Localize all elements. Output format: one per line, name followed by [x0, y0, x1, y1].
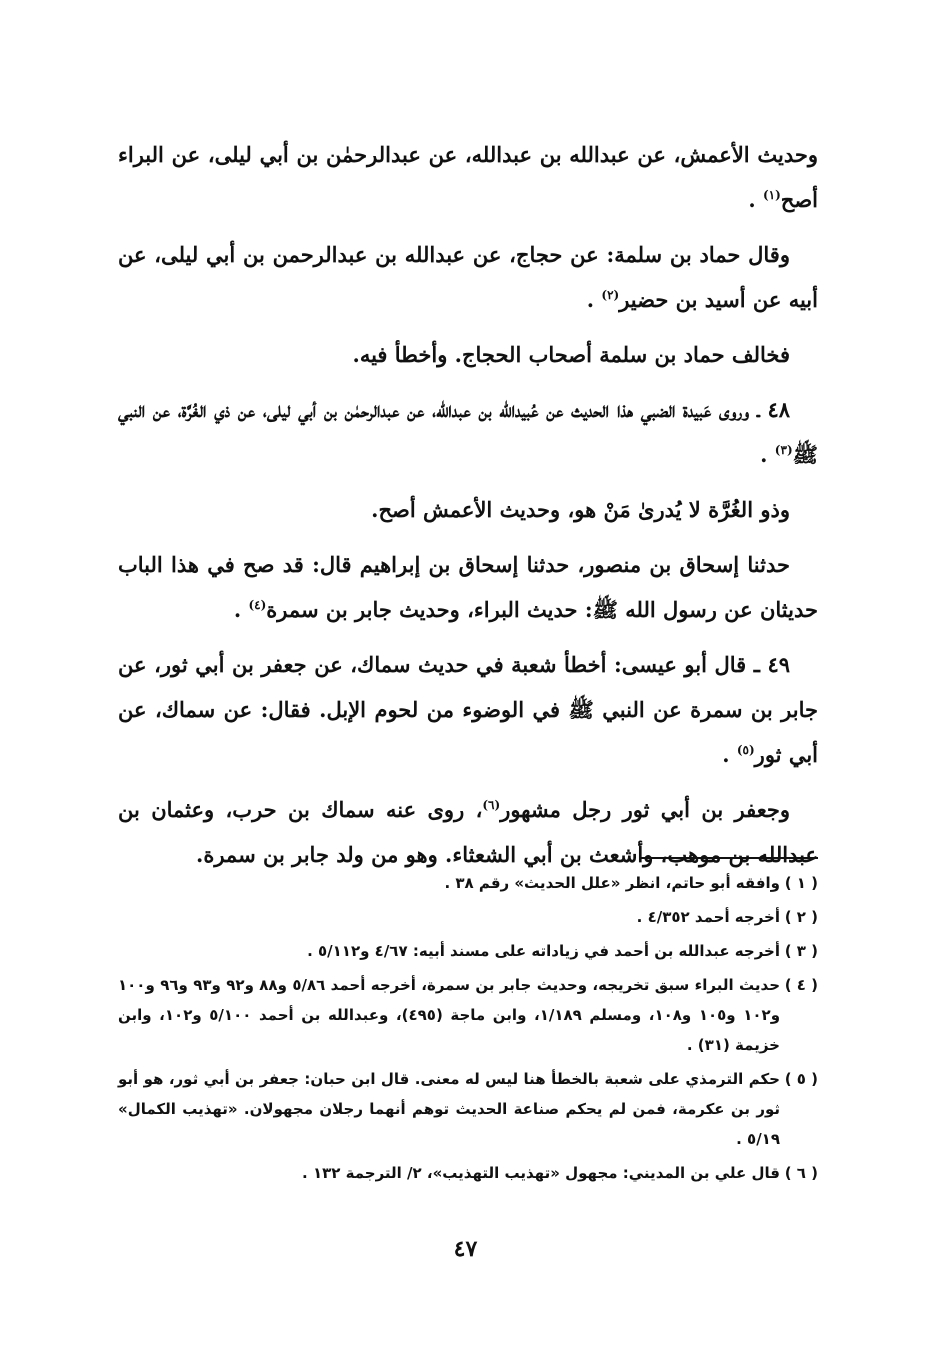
footnote-text: أخرجه عبدالله بن أحمد في زياداته على مسند أبيه: ٤/٦٧ و٥/١١٢ . [307, 942, 780, 960]
footnote-marker: (٥) [736, 743, 755, 757]
footnote [118, 868, 818, 898]
paragraph [118, 132, 818, 222]
footnote [118, 902, 818, 932]
footnote-marker: (٦) [482, 798, 501, 812]
paragraph-text: وحديث الأعمش، عن عبدالله بن عبدالله، عن عبدالرحمٰن بن أبي ليلى، عن البراء أصح [118, 142, 818, 212]
footnote [118, 1158, 818, 1188]
paragraph [118, 642, 818, 777]
footnote-number: ( ٢ ) [784, 908, 818, 926]
footnote-text: حكم الترمذي على شعبة بالخطأ هنا ليس له معنى. قال ابن حبان: جعفر بن أبي ثور، هو أبو ثور بن عكرمة، فمن لم يحكم صناعة الحديث توهم أنهما رجلان مجهولان. «تهذيب الكمال» ٥/١٩ . [118, 1070, 780, 1148]
paragraph-text: ٤٨ ـ وروى عَبيدة الضبي هذا الحديث عن عُبيدالله بن عبدالله، عن عبدالرحمٰن بن أبي ليلى، عن ذي الغُرَّة، عن النبي ﷺ [118, 397, 818, 467]
footnote [118, 936, 818, 966]
footnote-divider [640, 857, 818, 859]
paragraph [118, 332, 818, 377]
paragraph-end: . [760, 442, 775, 467]
paragraph-text: وقال حماد بن سلمة: عن حجاج، عن عبدالله بن عبدالرحمن بن أبي ليلى، عن أبيه عن أسيد بن حضير [118, 242, 818, 312]
paragraph [118, 787, 818, 877]
footnote-number: ( ٤ ) [784, 976, 818, 994]
paragraph-end: . [722, 742, 737, 767]
paragraph [118, 487, 818, 532]
paragraph-text: وجعفر بن أبي ثور رجل مشهور [500, 797, 790, 822]
footnote-marker: (٢) [601, 288, 620, 302]
footnotes [118, 868, 818, 1192]
footnote-text: أخرجه أحمد ٤/٣٥٢ . [636, 908, 780, 926]
paragraph-end: . [586, 287, 602, 312]
paragraph [118, 387, 818, 477]
footnote-number: ( ٦ ) [784, 1164, 818, 1182]
paragraph-text: وذو الغُرَّة لا يُدرىٰ مَنْ هو، وحديث الأعمش أصح. [371, 497, 790, 522]
footnote-number: ( ٥ ) [784, 1070, 818, 1088]
footnote-marker: (٣) [774, 443, 793, 457]
footnote-number: ( ١ ) [784, 874, 818, 892]
paragraph-text: ٤٩ ـ قال أبو عيسى: أخطأ شعبة في حديث سماك، عن جعفر بن أبي ثور، عن جابر بن سمرة عن النبي ﷺ في الوضوء من لحوم الإبل. فقال: عن سماك، عن أبي ثور [118, 652, 818, 767]
footnote [118, 1064, 818, 1154]
paragraph-text: حدثنا إسحاق بن منصور، حدثنا إسحاق بن إبراهيم قال: قد صح في هذا الباب حديثان عن رسول الله ﷺ: حديث البراء، وحديث جابر بن سمرة [118, 552, 818, 622]
page-number: ٤٧ [453, 1236, 478, 1262]
footnote-number: ( ٣ ) [784, 942, 818, 960]
footnote [118, 970, 818, 1060]
paragraph [118, 542, 818, 632]
footnote-marker: (١) [762, 188, 781, 202]
footnote-text: وافقه أبو حاتم، انظر «علل الحديث» رقم ٣٨ . [444, 874, 780, 892]
paragraph [118, 232, 818, 322]
paragraph-end: ، روى عنه سماك بن حرب، وعثمان بن عبدالله بن موهب، وأشعث بن أبي الشعثاء. وهو من ولد جابر بن سمرة. [118, 797, 818, 867]
footnote-text: قال علي بن المديني: مجهول «تهذيب التهذيب»، ٢/ الترجمة ١٣٢ . [302, 1164, 780, 1182]
main-text [118, 132, 818, 887]
paragraph-end: . [748, 187, 763, 212]
paragraph-text: فخالف حماد بن سلمة أصحاب الحجاج. وأخطأ فيه. [352, 342, 790, 367]
footnote-marker: (٤) [248, 598, 267, 612]
footnote-text: حديث البراء سبق تخريجه، وحديث جابر بن سمرة، أخرجه أحمد ٥/٨٦ و٨٨ و٩٢ و٩٣ و٩٦ و١٠٠ و١٠٢ و١٠٥ و١٠٨، ومسلم ١/١٨٩، وابن ماجة (٤٩٥)، وعبدالله بن أحمد ٥/١٠٠ و١٠٢، وابن خزيمة (٣١) . [118, 976, 781, 1054]
paragraph-end: . [233, 597, 249, 622]
